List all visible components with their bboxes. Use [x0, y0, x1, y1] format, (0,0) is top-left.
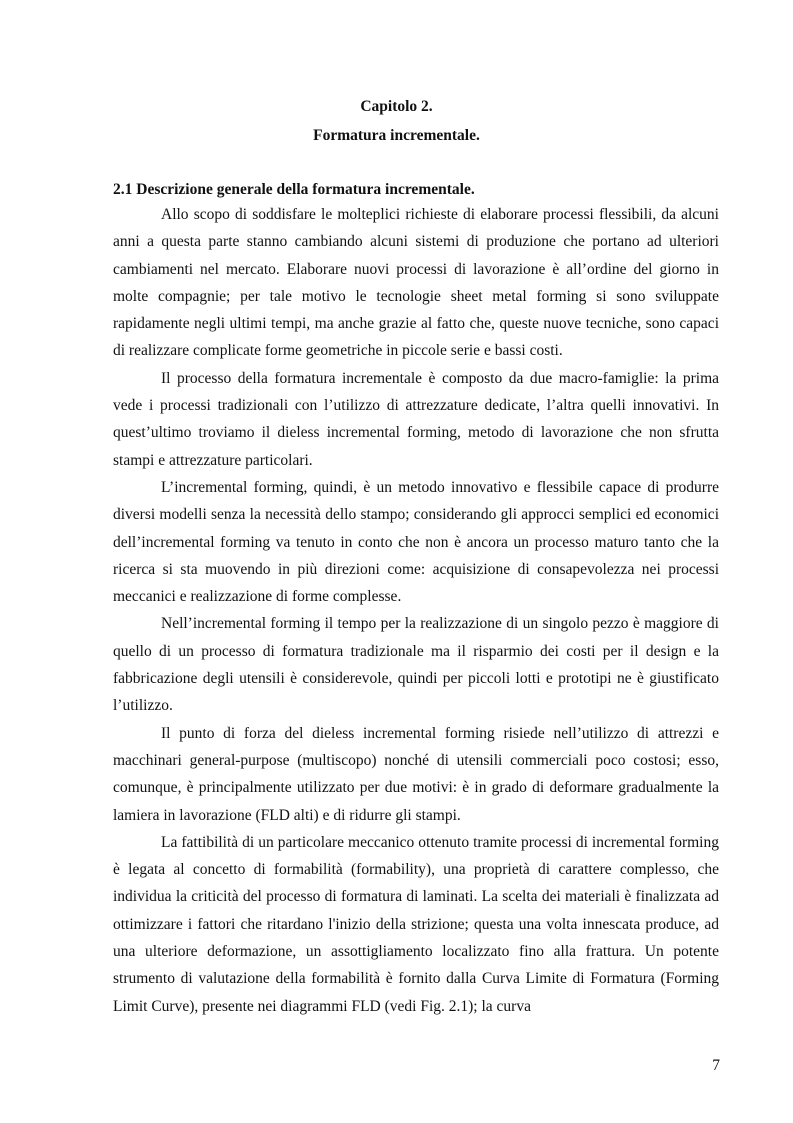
paragraph: L’incremental forming, quindi, è un metodo innovativo e flessibile capace di produrre diversi modelli senza la necessità dello stampo; considerando gli approcci semplici ed economici dell’incremental forming va tenuto in conto che non è ancora un processo maturo tanto che la ricerca si sta muovendo in più direzioni come: acquisizione di consapevolezza nei processi meccanici e realizzazione di forme complesse.	[113, 478, 719, 606]
body-text	[113, 201, 719, 1020]
chapter-heading	[0, 92, 793, 150]
section-title: 2.1 Descrizione generale della formatura incrementale.	[113, 181, 475, 198]
paragraph: Nell’incremental forming il tempo per la realizzazione di un singolo pezzo è maggiore di quello di un processo di formatura tradizionale ma il risparmio dei costi per il design e la fabbricazione degli utensili è considerevole, quindi per piccoli lotti e prototipi ne è giustificato l’utilizzo.	[113, 615, 719, 715]
paragraph: La fattibilità di un particolare meccanico ottenuto tramite processi di incremental forming è legata al concetto di formabilità (formability), una proprietà di carattere complesso, che individua la criticità del processo di formatura di laminati. La scelta dei materiali è finalizzata ad ottimizzare i fattori che ritardano l'inizio della strizione; questa una volta innescata produce, ad una ulteriore deformazione, un assottigliamento localizzato fino alla frattura. Un potente strumento di valutazione della formabilità è fornito dalla Curva Limite di Formatura (Forming Limit Curve), presente nei diagrammi FLD (vedi Fig. 2.1); la curva	[113, 833, 719, 1015]
chapter-title: Formatura incrementale.	[313, 127, 480, 144]
chapter-label: Capitolo 2.	[360, 98, 433, 115]
page-number: 7	[712, 1057, 720, 1074]
paragraph: Allo scopo di soddisfare le molteplici richieste di elaborare processi flessibili, da alcuni anni a questa parte stanno cambiando alcuni sistemi di produzione che portano ad ulteriori cambiamenti nel mercato. Elaborare nuovi processi di lavorazione è all’ordine del giorno in molte compagnie; per tale motivo le tecnologie sheet metal forming si sono sviluppate rapidamente negli ultimi tempi, ma anche grazie al fatto che, queste nuove tecniche, sono capaci di realizzare complicate forme geometriche in piccole serie e bassi costi.	[113, 206, 719, 360]
paragraph: Il punto di forza del dieless incremental forming risiede nell’utilizzo di attrezzi e macchinari general-purpose (multiscopo) nonché di utensili commerciali poco costosi; esso, comunque, è principalmente utilizzato per due motivi: è in grado di deformare gradualmente la lamiera in lavorazione (FLD alti) e di ridurre gli stampi.	[113, 724, 719, 824]
paragraph: Il processo della formatura incrementale è composto da due macro-famiglie: la prima vede i processi tradizionali con l’utilizzo di attrezzature dedicate, l’altra quelli innovativi. In quest’ultimo troviamo il dieless incremental forming, metodo di lavorazione che non sfrutta stampi e attrezzature particolari.	[113, 369, 719, 469]
